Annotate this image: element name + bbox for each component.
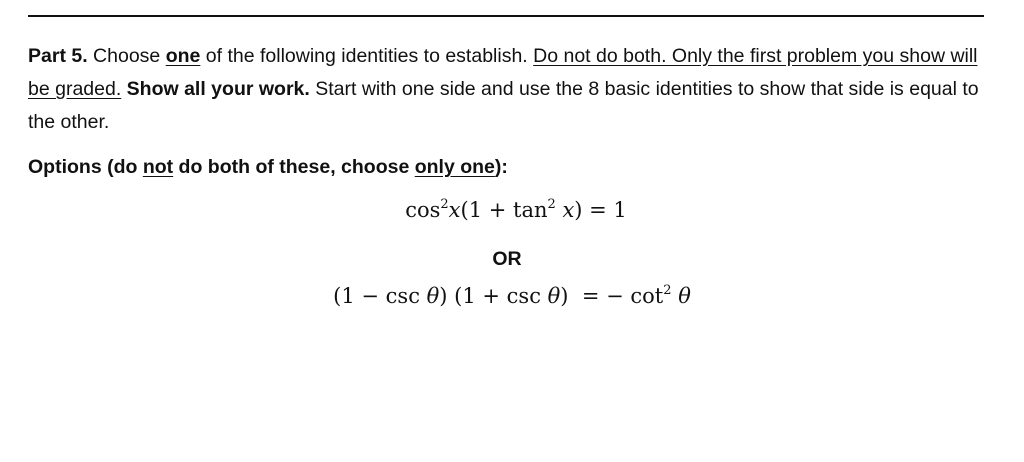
eq1-exp-2: 2 xyxy=(547,197,556,212)
instructions-text-1: Choose xyxy=(87,45,166,67)
eq2-part-2: ) (1 + csc xyxy=(439,284,548,308)
options-not: not xyxy=(142,156,174,178)
instructions-paragraph xyxy=(28,40,988,139)
eq2-exp: 2 xyxy=(663,283,672,298)
options-heading xyxy=(28,152,508,182)
options-text-3: ): xyxy=(494,156,508,178)
eq1-cos: cos xyxy=(405,198,441,222)
or-label: OR xyxy=(492,248,522,270)
instructions-text-3: Start with one side and use the 8 basic identities to show that side is equal to the other. xyxy=(28,78,979,133)
eq2-part-3: ) = − cot xyxy=(560,284,664,308)
eq1-x-1: x xyxy=(448,198,461,222)
identity-1 xyxy=(0,198,1024,222)
options-only-one: only one xyxy=(414,156,495,178)
eq2-theta-1: θ xyxy=(426,284,440,308)
eq1-middle: (1 + tan xyxy=(460,198,548,222)
eq2-theta-3: θ xyxy=(671,284,691,308)
eq2-theta-2: θ xyxy=(547,284,561,308)
options-text-1: Options (do xyxy=(28,156,143,178)
top-divider xyxy=(28,15,984,17)
do-not-do-both-note: Do not do both. Only the first problem you show will be graded. xyxy=(28,45,978,100)
eq1-x-2: x xyxy=(555,198,575,222)
part-label: Part 5. xyxy=(28,45,88,67)
instructions-text-2: of the following identities to establish. xyxy=(200,45,534,67)
eq1-end: ) = 1 xyxy=(574,198,627,222)
emphasis-one: one xyxy=(165,45,201,67)
eq2-part-1: (1 − csc xyxy=(333,284,427,308)
identity-2 xyxy=(0,284,1024,308)
options-text-2: do both of these, choose xyxy=(173,156,415,178)
eq1-exp-1: 2 xyxy=(440,197,449,212)
show-work-note: Show all your work. xyxy=(126,78,310,100)
